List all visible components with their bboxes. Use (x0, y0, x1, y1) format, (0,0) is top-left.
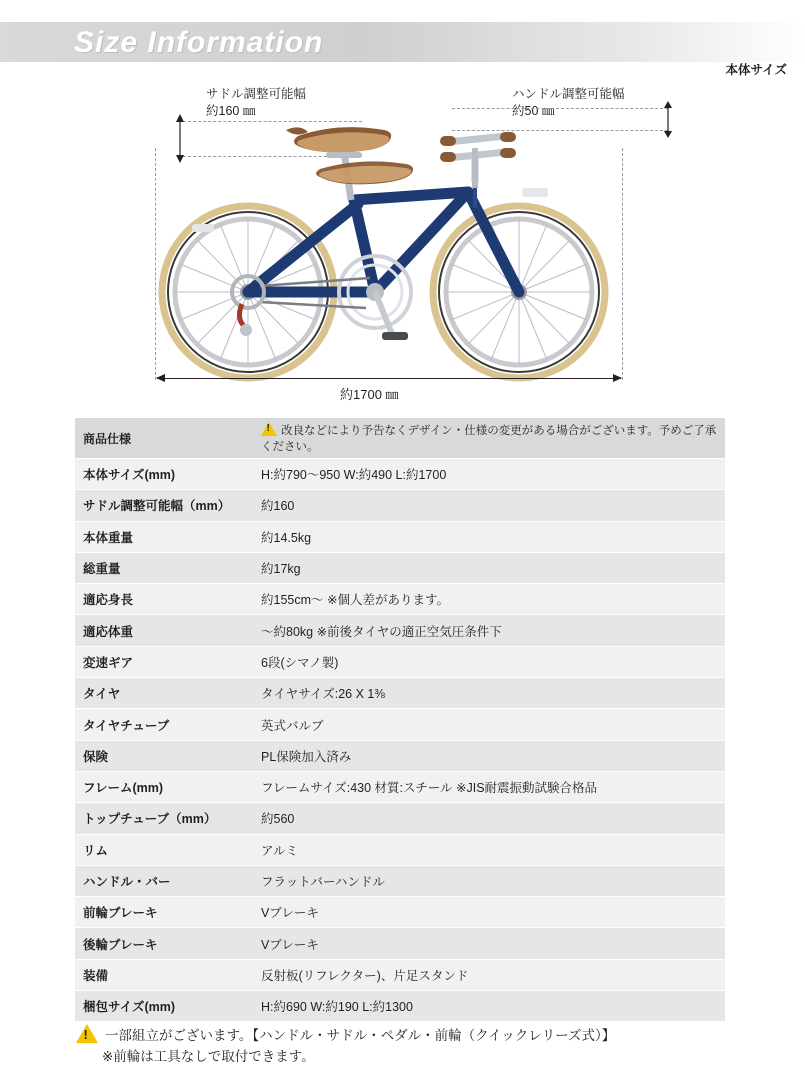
spec-table (75, 418, 725, 1022)
spec-row (75, 897, 725, 928)
spec-row-value: フレームサイズ:430 材質:スチール ※JIS耐震振動試験合格品 (253, 771, 725, 802)
spec-row-label: リム (75, 834, 253, 865)
spec-row (75, 771, 725, 802)
spec-row-label: 本体重量 (75, 521, 253, 552)
bicycle-illustration (130, 96, 650, 386)
handle-callout-line2: 約50 ㎜ (512, 103, 555, 118)
spec-header-note-cell (253, 418, 725, 459)
handle-callout-line1: ハンドル調整可能幅 (512, 87, 625, 101)
spec-row-value: 約155cm〜 ※個人差があります。 (253, 584, 725, 615)
spec-table-header-row (75, 418, 725, 459)
spec-row (75, 490, 725, 521)
spec-row-value: H:約790〜950 W:約490 L:約1700 (253, 459, 725, 490)
page-title: Size Information (74, 26, 324, 59)
spec-row (75, 740, 725, 771)
total-width-arrow (157, 378, 621, 379)
spec-row (75, 928, 725, 959)
spec-row (75, 865, 725, 896)
spec-row-label: 梱包サイズ(mm) (75, 991, 253, 1022)
warning-icon-large (76, 1024, 98, 1043)
saddle-callout-line2: 約160 ㎜ (206, 103, 256, 118)
spec-row-label: タイヤチューブ (75, 709, 253, 740)
assembly-note (76, 1024, 776, 1068)
total-width-label: 約1700 ㎜ (340, 387, 399, 402)
spec-row-label: 総重量 (75, 552, 253, 583)
spec-row-label: ハンドル・バー (75, 865, 253, 896)
spec-row-label: 本体サイズ(mm) (75, 459, 253, 490)
spec-row-label: 装備 (75, 959, 253, 990)
front-reflector (522, 188, 548, 197)
spec-row-value: 約160 (253, 490, 725, 521)
spec-row-label: トップチューブ（mm） (75, 803, 253, 834)
spec-row-label: 適応身長 (75, 584, 253, 615)
spec-row-label: 適応体重 (75, 615, 253, 646)
spec-row-value: 約560 (253, 803, 725, 834)
spec-row-value: フラットバーハンドル (253, 865, 725, 896)
spec-table-body (75, 418, 725, 1022)
spec-row (75, 991, 725, 1022)
spec-row-label: 保険 (75, 740, 253, 771)
spec-row (75, 521, 725, 552)
assembly-note-line2: ※前輪は工具なしで取付できます。 (102, 1048, 315, 1064)
spec-row (75, 584, 725, 615)
warning-icon (261, 422, 277, 436)
spec-row (75, 709, 725, 740)
spec-row (75, 459, 725, 490)
handlebar (440, 132, 516, 188)
spec-row-label: 前輪ブレーキ (75, 897, 253, 928)
spec-row-value: タイヤサイズ:26 X 1⅜ (253, 678, 725, 709)
header-subtitle: 本体サイズ (725, 63, 787, 77)
spec-row-value: 約14.5kg (253, 521, 725, 552)
spec-row-value: 反射板(リフレクター)、片足スタンド (253, 959, 725, 990)
spec-row-label: サドル調整可能幅（mm） (75, 490, 253, 521)
frame (248, 192, 519, 292)
spec-row-value: 約17kg (253, 552, 725, 583)
saddle-callout-line1: サドル調整可能幅 (206, 87, 307, 101)
spec-row (75, 803, 725, 834)
spec-row (75, 615, 725, 646)
spec-row-value: 英式バルブ (253, 709, 725, 740)
bike-size-diagram (0, 78, 805, 408)
spec-row-value: 〜約80kg ※前後タイヤの適正空気圧条件下 (253, 615, 725, 646)
spec-row (75, 678, 725, 709)
spec-row (75, 834, 725, 865)
spec-row-label: タイヤ (75, 678, 253, 709)
spec-header-note: 改良などにより予告なくデザイン・仕様の変更がある場合がございます。予めご了承ください。 (261, 425, 717, 453)
spec-row (75, 552, 725, 583)
saddle-lower-position (316, 161, 413, 184)
spec-row-label: フレーム(mm) (75, 771, 253, 802)
spec-row (75, 646, 725, 677)
assembly-note-line1: 一部組立がございます。【ハンドル・サドル・ペダル・前輪（クイックレリーズ式）】 (105, 1028, 616, 1043)
spec-row-value: アルミ (253, 834, 725, 865)
spec-header-label: 商品仕様 (75, 418, 253, 459)
rear-reflector (192, 224, 214, 232)
spec-row-value: 6段(シマノ製) (253, 646, 725, 677)
spec-row-value: H:約690 W:約190 L:約1300 (253, 991, 725, 1022)
handle-range-arrow (660, 101, 676, 139)
spec-row-value: PL保険加入済み (253, 740, 725, 771)
spec-row-label: 変速ギア (75, 646, 253, 677)
spec-row-value: Vブレーキ (253, 928, 725, 959)
spec-row-label: 後輪ブレーキ (75, 928, 253, 959)
spec-row-value: Vブレーキ (253, 897, 725, 928)
spec-row (75, 959, 725, 990)
